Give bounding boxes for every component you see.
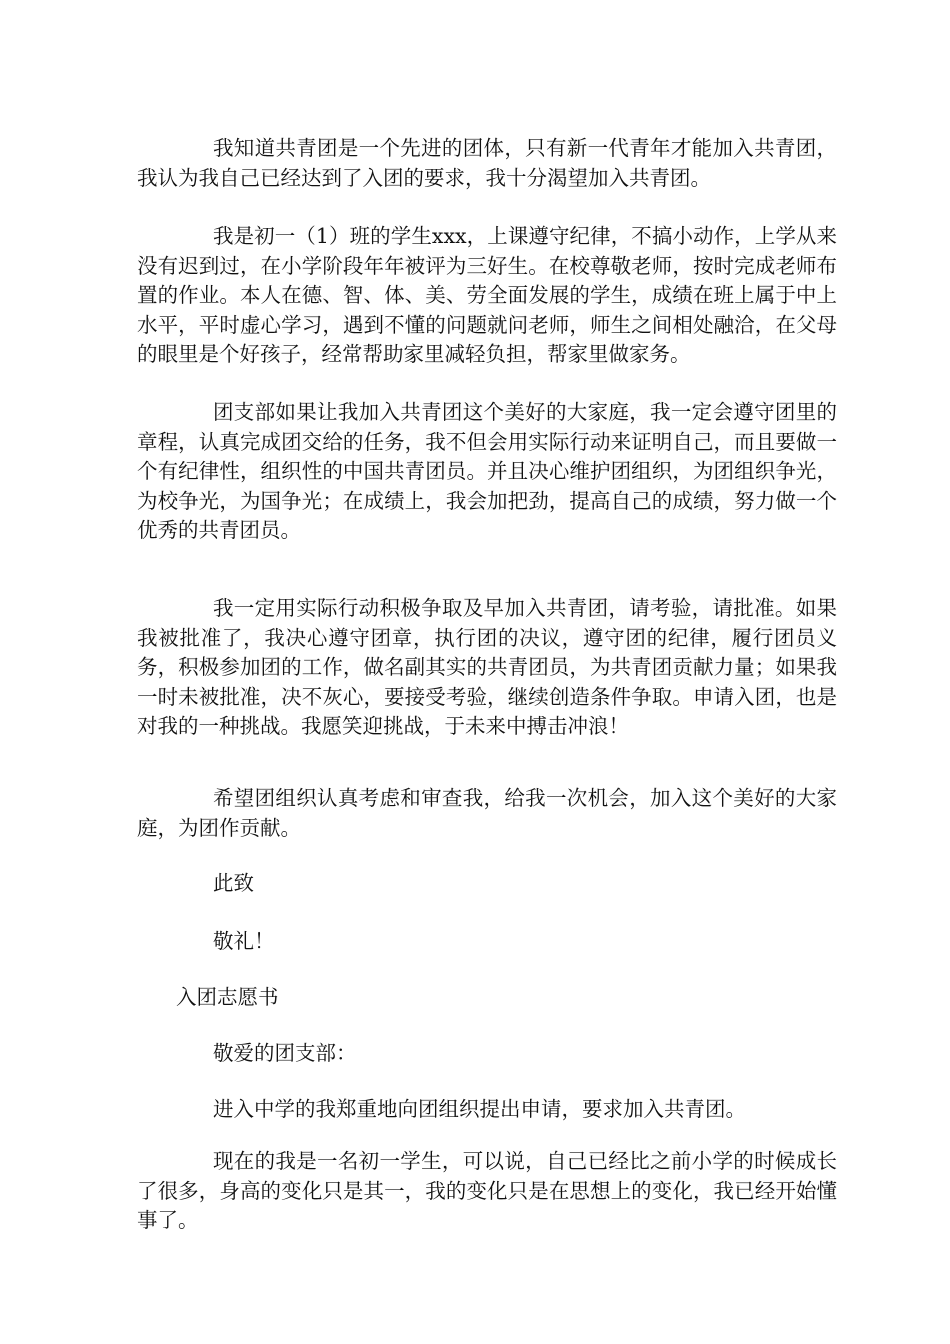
paragraph-4: 我一定用实际行动积极争取及早加入共青团，请考验，请批准。如果我被批准了，我决心遵守团章，执行团的决议，遵守团的纪律，履行团员义务，积极参加团的工作，做名副其实的共青团员，为共青团贡献力量；如果我一时未被批准，决不灰心，要接受考验，继续创造条件争取。申请入团，也是对我的一种挑战。我愿笑迎挑战，于未来中搏击冲浪！ [137, 596, 837, 738]
section-title: 入团志愿书 [176, 985, 279, 1009]
paragraph-last: 现在的我是一名初一学生，可以说，自己已经比之前小学的时候成长了很多，身高的变化只是其一，我的变化只是在思想上的变化，我已经开始懂事了。 [137, 1149, 837, 1232]
paragraph-1: 我知道共青团是一个先进的团体，只有新一代青年才能加入共青团，我认为我自己已经达到了入团的要求，我十分渴望加入共青团。 [137, 136, 837, 190]
paragraph-2: 我是初一（1）班的学生xxx，上课遵守纪律，不搞小动作，上学从来没有迟到过，在小学阶段年年被评为三好生。在校尊敬老师，按时完成老师布置的作业。本人在德、智、体、美、劳全面发展的学生，成绩在班上属于中上水平，平时虚心学习，遇到不懂的问题就问老师，师生之间相处融洽，在父母的眼里是个好孩子，经常帮助家里减轻负担，帮家里做家务。 [137, 224, 837, 366]
closing-ci-zhi: 此致 [213, 871, 254, 895]
paragraph-5: 希望团组织认真考虑和审查我，给我一次机会，加入这个美好的大家庭，为团作贡献。 [137, 786, 837, 840]
intro-paragraph: 进入中学的我郑重地向团组织提出申请，要求加入共青团。 [213, 1097, 746, 1121]
salutation: 敬爱的团支部： [213, 1041, 357, 1065]
closing-jing-li: 敬礼！ [213, 929, 275, 953]
paragraph-3: 团支部如果让我加入共青团这个美好的大家庭，我一定会遵守团里的章程，认真完成团交给的任务，我不但会用实际行动来证明自己，而且要做一个有纪律性，组织性的中国共青团员。并且决心维护团组织，为团组织争光，为校争光，为国争光；在成绩上，我会加把劲，提高自己的成绩，努力做一个优秀的共青团员。 [137, 400, 837, 542]
